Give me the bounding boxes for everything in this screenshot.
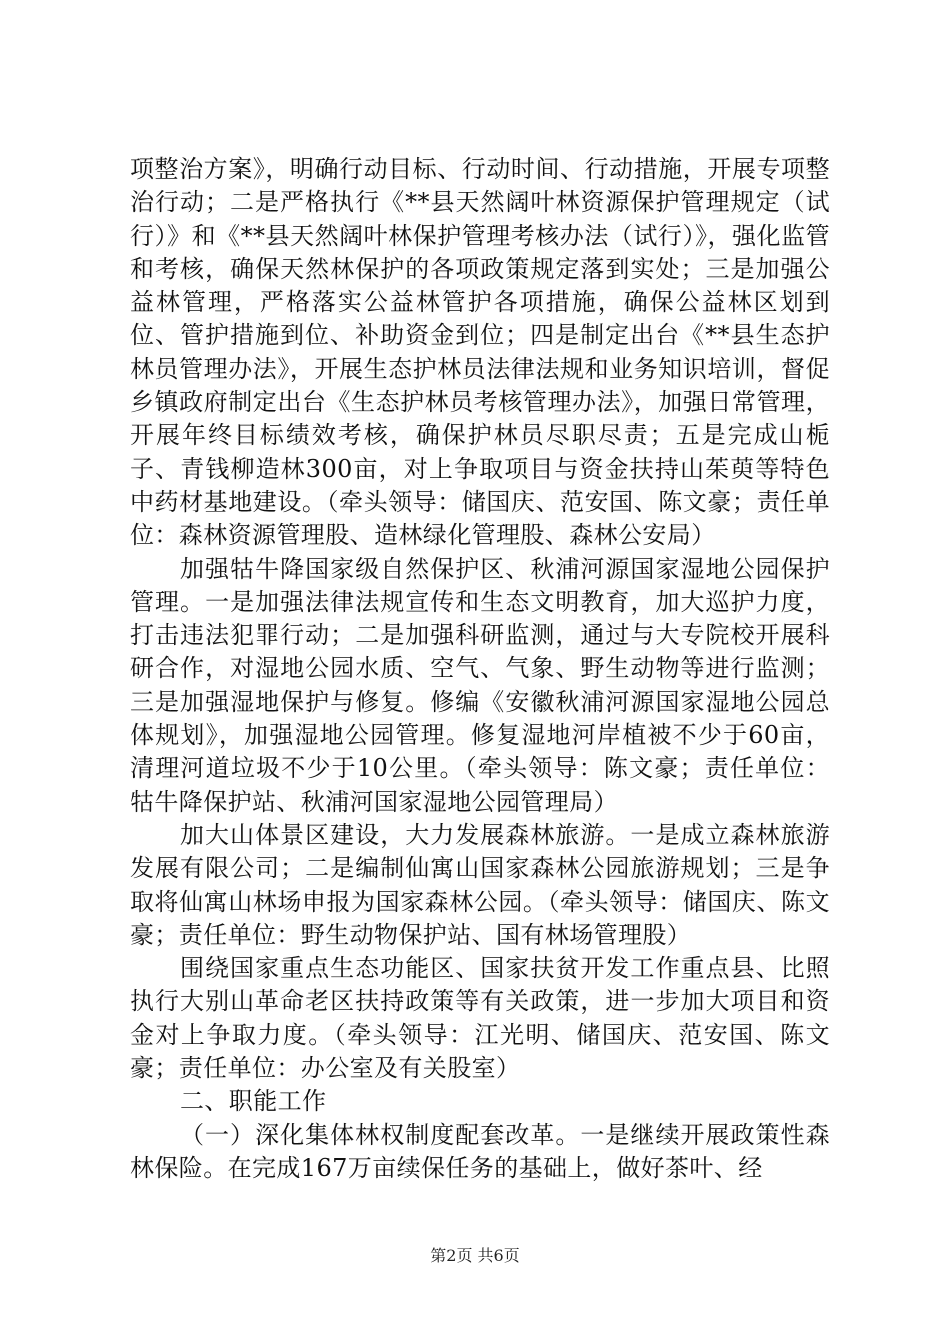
paragraph-nature-reserve: 加强牯牛降国家级自然保护区、秋浦河源国家湿地公园保护管理。一是加强法律法规宣传和生态文明教育，加大巡护力度，打击违法犯罪行动；二是加强科研监测，通过与大专院校开展科研合作，对湿地公园水质、空气、气象、野生动物等进行监测；三是加强湿地保护与修复。修编《安徽秋浦河源国家湿地公园总体规划》，加强湿地公园管理。修复湿地河岸植被不少于60亩，清理河道垃圾不少于10公里。（牵头领导：陈文豪；责任单位：牯牛降保护站、秋浦河国家湿地公园管理局）: [130, 554, 830, 816]
paragraph-forest-tourism: 加大山体景区建设，大力发展森林旅游。一是成立森林旅游发展有限公司；二是编制仙寓山国家森林公园旅游规划；三是争取将仙寓山林场申报为国家森林公园。（牵头领导：储国庆、陈文豪；责任单位：野生动物保护站、国有林场管理股）: [130, 820, 830, 949]
paragraph-continued: 项整治方案》，明确行动目标、行动时间、行动措施，开展专项整治行动；二是严格执行《**县天然阔叶林资源保护管理规定（试行）》和《**县天然阔叶林保护管理考核办法（试行）》，强化监管和考核，确保天然林保护的各项政策规定落到实处；三是加强公益林管理，严格落实公益林管护各项措施，确保公益林区划到位、管护措施到位、补助资金到位；四是制定出台《**县生态护林员管理办法》，开展生态护林员法律法规和业务知识培训，督促乡镇政府制定出台《生态护林员考核管理办法》，加强日常管理，开展年终目标绩效考核，确保护林员尽职尽责；五是完成山栀子、青钱柳造林300亩，对上争取项目与资金扶持山茱萸等特色中药材基地建设。（牵头领导：储国庆、范安国、陈文豪；责任单位：森林资源管理股、造林绿化管理股、森林公安局）: [130, 155, 830, 550]
page-number-footer: 第2页 共6页: [430, 1246, 520, 1265]
paragraph-forest-rights-reform: （一）深化集体林权制度配套改革。一是继续开展政策性森林保险。在完成167万亩续保任务的基础上，做好茶叶、经: [130, 1120, 830, 1182]
section-heading-functional-work: 二、职能工作: [180, 1087, 327, 1116]
paragraph-project-funding: 围绕国家重点生态功能区、国家扶贫开发工作重点县、比照执行大别山革命老区扶持政策等有关政策，进一步加大项目和资金对上争取力度。（牵头领导：江光明、储国庆、范安国、陈文豪；责任单位：办公室及有关股室）: [130, 954, 830, 1083]
document-body: [130, 153, 830, 1185]
